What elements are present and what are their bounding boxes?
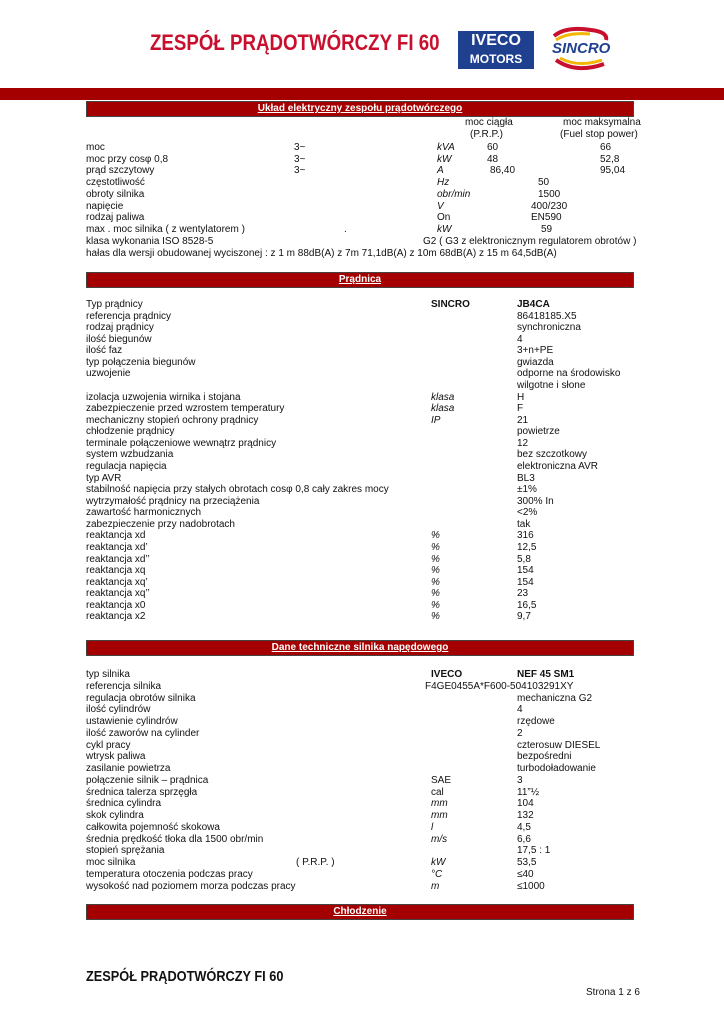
engine-row-unit: kW (431, 857, 446, 868)
generator-row-label: izolacja uzwojenia wirnika i stojana (86, 392, 241, 403)
engine-row-value: ≤1000 (517, 881, 545, 892)
generator-row-value: BL3 (517, 473, 535, 484)
page-header (0, 0, 724, 100)
electrical-row-label: rodzaj paliwa (86, 212, 145, 223)
generator-row-value: gwiazda (517, 357, 554, 368)
generator-row-value: <2% (517, 507, 538, 518)
generator-row-value: H (517, 392, 525, 403)
generator-row-value: powietrze (517, 426, 560, 437)
engine-row-value: NEF 45 SM1 (517, 669, 575, 680)
electrical-row-max-value: 66 (600, 142, 612, 153)
engine-row-label: referencja silnika (86, 681, 162, 692)
footer-title: ZESPÓŁ PRĄDOTWÓRCZY FI 60 (86, 968, 284, 985)
generator-row-unit: % (431, 611, 440, 622)
generator-row-value: JB4CA (517, 299, 550, 310)
generator-row-value: 12 (517, 438, 529, 449)
electrical-section-heading: Układ elektryczny zespołu prądotwórczego (86, 101, 634, 117)
generator-row-value: 86418185.X5 (517, 311, 577, 322)
generator-row-value: bez szczotkowy (517, 449, 588, 460)
engine-row-label: zasilanie powietrza (86, 763, 171, 774)
generator-row-label: reaktancja xd (86, 530, 146, 541)
prp-header-1: moc ciągła (465, 117, 513, 128)
generator-row-label: ilość biegunów (86, 334, 152, 345)
generator-row-label: reaktancja xd’ (86, 542, 148, 553)
generator-row-value: 16,5 (517, 600, 537, 611)
electrical-row-phase: 3~ (294, 154, 306, 165)
generator-row-value: 9,7 (517, 611, 531, 622)
engine-row-unit: °C (431, 869, 443, 880)
generator-row-label: reaktancja xq’ (86, 577, 148, 588)
electrical-row-label: napięcie (86, 201, 124, 212)
engine-row-label: ustawienie cylindrów (86, 716, 178, 727)
generator-row-label: typ AVR (86, 473, 122, 484)
electrical-row-label: prąd szczytowy (86, 165, 155, 176)
electrical-row-prp-value: 50 (538, 177, 550, 188)
electrical-row-phase: . (344, 224, 347, 235)
engine-row-value: rzędowe (517, 716, 555, 727)
generator-row-unit: % (431, 554, 440, 565)
generator-row-label: rodzaj prądnicy (86, 322, 154, 333)
electrical-row-unit: kW (437, 154, 452, 165)
generator-row-label: zawartość harmonicznych (86, 507, 202, 518)
engine-row-value: mechaniczna G2 (517, 693, 593, 704)
engine-row-unit: IVECO (431, 669, 463, 680)
electrical-row-prp-value: 60 (487, 142, 499, 153)
engine-row-value: turbodoładowanie (517, 763, 596, 774)
electrical-row-phase: 3~ (294, 142, 306, 153)
cooling-section-heading: Chłodzenie (86, 904, 634, 920)
generator-row-label: system wzbudzania (86, 449, 174, 460)
sincro-logo-text: SINCRO (552, 40, 611, 57)
engine-row-value: 4,5 (517, 822, 531, 833)
generator-row-value: F (517, 403, 524, 414)
generator-row-label: reaktancja xq (86, 565, 146, 576)
engine-row-label: średnia prędkość tłoka dla 1500 obr/min (86, 834, 264, 845)
generator-row-label: ilość faz (86, 345, 123, 356)
electrical-row-label: moc przy cosφ 0,8 (86, 154, 169, 165)
page-title: ZESPÓŁ PRĄDOTWÓRCZY FI 60 (150, 30, 440, 55)
generator-row-label: reaktancja xd’’ (86, 554, 150, 565)
generator-row-unit: IP (431, 415, 441, 426)
generator-row-value: 23 (517, 588, 529, 599)
generator-row-label: reaktancja xq’’ (86, 588, 150, 599)
generator-row-value: 12,5 (517, 542, 537, 553)
generator-row-label: reaktancja x0 (86, 600, 146, 611)
generator-row-value: 300% In (517, 496, 554, 507)
electrical-row-unit: kVA (437, 142, 455, 153)
engine-row-qualifier: ( P.R.P. ) (296, 857, 335, 868)
electrical-row-unit: A (437, 165, 444, 176)
engine-row-unit: mm (431, 798, 448, 809)
engine-row-label: średnica cylindra (86, 798, 162, 809)
generator-row-label: zabezpieczenie przed wzrostem temperatury (86, 403, 285, 414)
electrical-row-unit: V (437, 201, 444, 212)
iso-label: klasa wykonania ISO 8528-5 (86, 236, 214, 247)
generator-row-unit: klasa (431, 403, 455, 414)
electrical-row-label: obroty silnika (86, 189, 145, 200)
engine-row-unit: SAE (431, 775, 452, 786)
electrical-row-unit: kW (437, 224, 452, 235)
engine-row-value: 132 (517, 810, 534, 821)
header-red-band (0, 88, 724, 100)
generator-row-label: reaktancja x2 (86, 611, 146, 622)
engine-row-label: cykl pracy (86, 740, 131, 751)
generator-row-value: 154 (517, 565, 534, 576)
electrical-row-prp-value: 59 (541, 224, 553, 235)
generator-row-unit: klasa (431, 392, 455, 403)
generator-row-value: odporne na środowisko (517, 368, 621, 379)
generator-row-value: synchroniczna (517, 322, 581, 333)
engine-row-value: 2 (517, 728, 523, 739)
engine-row-unit: F4GE0455A*F600-504103291XY (425, 681, 574, 692)
generator-row-label: typ połączenia biegunów (86, 357, 196, 368)
generator-row-unit: % (431, 588, 440, 599)
electrical-row-prp-value: 1500 (538, 189, 561, 200)
generator-row-label: Typ prądnicy (86, 299, 143, 310)
generator-row-value: tak (517, 519, 531, 530)
generator-row-label: stabilność napięcia przy stałych obrotach cosφ 0,8 cały zakres mocy (86, 484, 389, 495)
engine-row-unit: mm (431, 810, 448, 821)
generator-row-value: 21 (517, 415, 529, 426)
electrical-row-label: moc (86, 142, 105, 153)
engine-row-value: 11”½ (517, 787, 540, 798)
engine-row-label: wysokość nad poziomem morza podczas pracy (86, 881, 296, 892)
engine-row-value: 4 (517, 704, 523, 715)
engine-row-value: czterosuw DIESEL (517, 740, 601, 751)
max-header-1: moc maksymalna (563, 117, 641, 128)
electrical-row-unit: Hz (437, 177, 450, 188)
generator-row-label: mechaniczny stopień ochrony prądnicy (86, 415, 259, 426)
generator-row-label: zabezpieczenie przy nadobrotach (86, 519, 235, 530)
iveco-logo-line1: IVECO (471, 32, 521, 49)
engine-row-unit: cal (431, 787, 444, 798)
iveco-logo-line2: MOTORS (469, 52, 523, 66)
generator-row-unit: % (431, 530, 440, 541)
engine-row-value: 17,5 : 1 (517, 845, 551, 856)
sincro-logo (546, 26, 616, 74)
electrical-row-unit: obr/min (437, 189, 471, 200)
engine-row-label: całkowita pojemność skokowa (86, 822, 220, 833)
generator-row-value: 316 (517, 530, 534, 541)
engine-row-value: 3 (517, 775, 523, 786)
generator-section-heading: Prądnica (86, 272, 634, 288)
generator-row-value: 3+n+PE (517, 345, 554, 356)
generator-row-label: regulacja napięcia (86, 461, 167, 472)
engine-row-label: regulacja obrotów silnika (86, 693, 196, 704)
engine-row-label: skok cylindra (86, 810, 144, 821)
engine-row-label: połączenie silnik – prądnica (86, 775, 209, 786)
electrical-row-max-value: 52,8 (600, 154, 620, 165)
electrical-row-prp-value: 86,40 (490, 165, 516, 176)
electrical-row-prp-value: EN590 (531, 212, 562, 223)
generator-row-label: terminale połączeniowe wewnątrz prądnicy (86, 438, 277, 449)
generator-row-label: referencja prądnicy (86, 311, 172, 322)
engine-row-unit: m/s (431, 834, 448, 845)
engine-row-unit: m (431, 881, 440, 892)
engine-row-value: bezpośredni (517, 751, 572, 762)
generator-row-unit: % (431, 600, 440, 611)
noise-text: hałas dla wersji obudowanej wyciszonej : z 1 m 88dB(A) z 7m 71,1dB(A) z 10m 68dB(A) z 15 m 64,5dB(A) (86, 248, 557, 259)
engine-row-label: średnica talerza sprzęgła (86, 787, 198, 798)
max-header-2: (Fuel stop power) (560, 129, 638, 140)
electrical-row-label: max . moc silnika ( z wentylatorem ) (86, 224, 245, 235)
electrical-row-unit: On (437, 212, 451, 223)
engine-row-label: moc silnika (86, 857, 136, 868)
engine-row-label: stopień sprężania (86, 845, 165, 856)
engine-row-value: 53,5 (517, 857, 537, 868)
electrical-row-phase: 3~ (294, 165, 306, 176)
generator-row-label: wytrzymałość prądnicy na przeciążenia (86, 496, 260, 507)
engine-row-label: wtrysk paliwa (86, 751, 146, 762)
electrical-row-prp-value: 48 (487, 154, 499, 165)
electrical-row-label: częstotliwość (86, 177, 145, 188)
engine-row-value: 6,6 (517, 834, 531, 845)
generator-row-value: ±1% (517, 484, 537, 495)
engine-row-value: ≤40 (517, 869, 534, 880)
iso-value: G2 ( G3 z elektronicznym regulatorem obrotów ) (423, 236, 637, 247)
engine-section-heading: Dane techniczne silnika napędowego (86, 640, 634, 656)
engine-row-value: 104 (517, 798, 534, 809)
page-number: Strona 1 z 6 (586, 987, 640, 998)
generator-row-value: 154 (517, 577, 534, 588)
iveco-motors-logo (458, 31, 534, 69)
generator-row-unit: % (431, 542, 440, 553)
electrical-row-prp-value: 400/230 (531, 201, 568, 212)
generator-row-unit: % (431, 577, 440, 588)
generator-row-value: 5,8 (517, 554, 531, 565)
generator-row-unit: SINCRO (431, 299, 470, 310)
generator-row-label: chłodzenie prądnicy (86, 426, 175, 437)
engine-row-label: ilość zaworów na cylinder (86, 728, 200, 739)
generator-row-value: elektroniczna AVR (517, 461, 598, 472)
engine-row-label: ilość cylindrów (86, 704, 151, 715)
engine-row-label: temperatura otoczenia podczas pracy (86, 869, 253, 880)
generator-row-unit: % (431, 565, 440, 576)
electrical-row-max-value: 95,04 (600, 165, 626, 176)
engine-row-label: typ silnika (86, 669, 130, 680)
engine-row-unit: l (431, 822, 434, 833)
generator-row-value: 4 (517, 334, 523, 345)
prp-header-2: (P.R.P.) (470, 129, 503, 140)
generator-row-value: wilgotne i słone (517, 380, 586, 391)
generator-row-label: uzwojenie (86, 368, 131, 379)
